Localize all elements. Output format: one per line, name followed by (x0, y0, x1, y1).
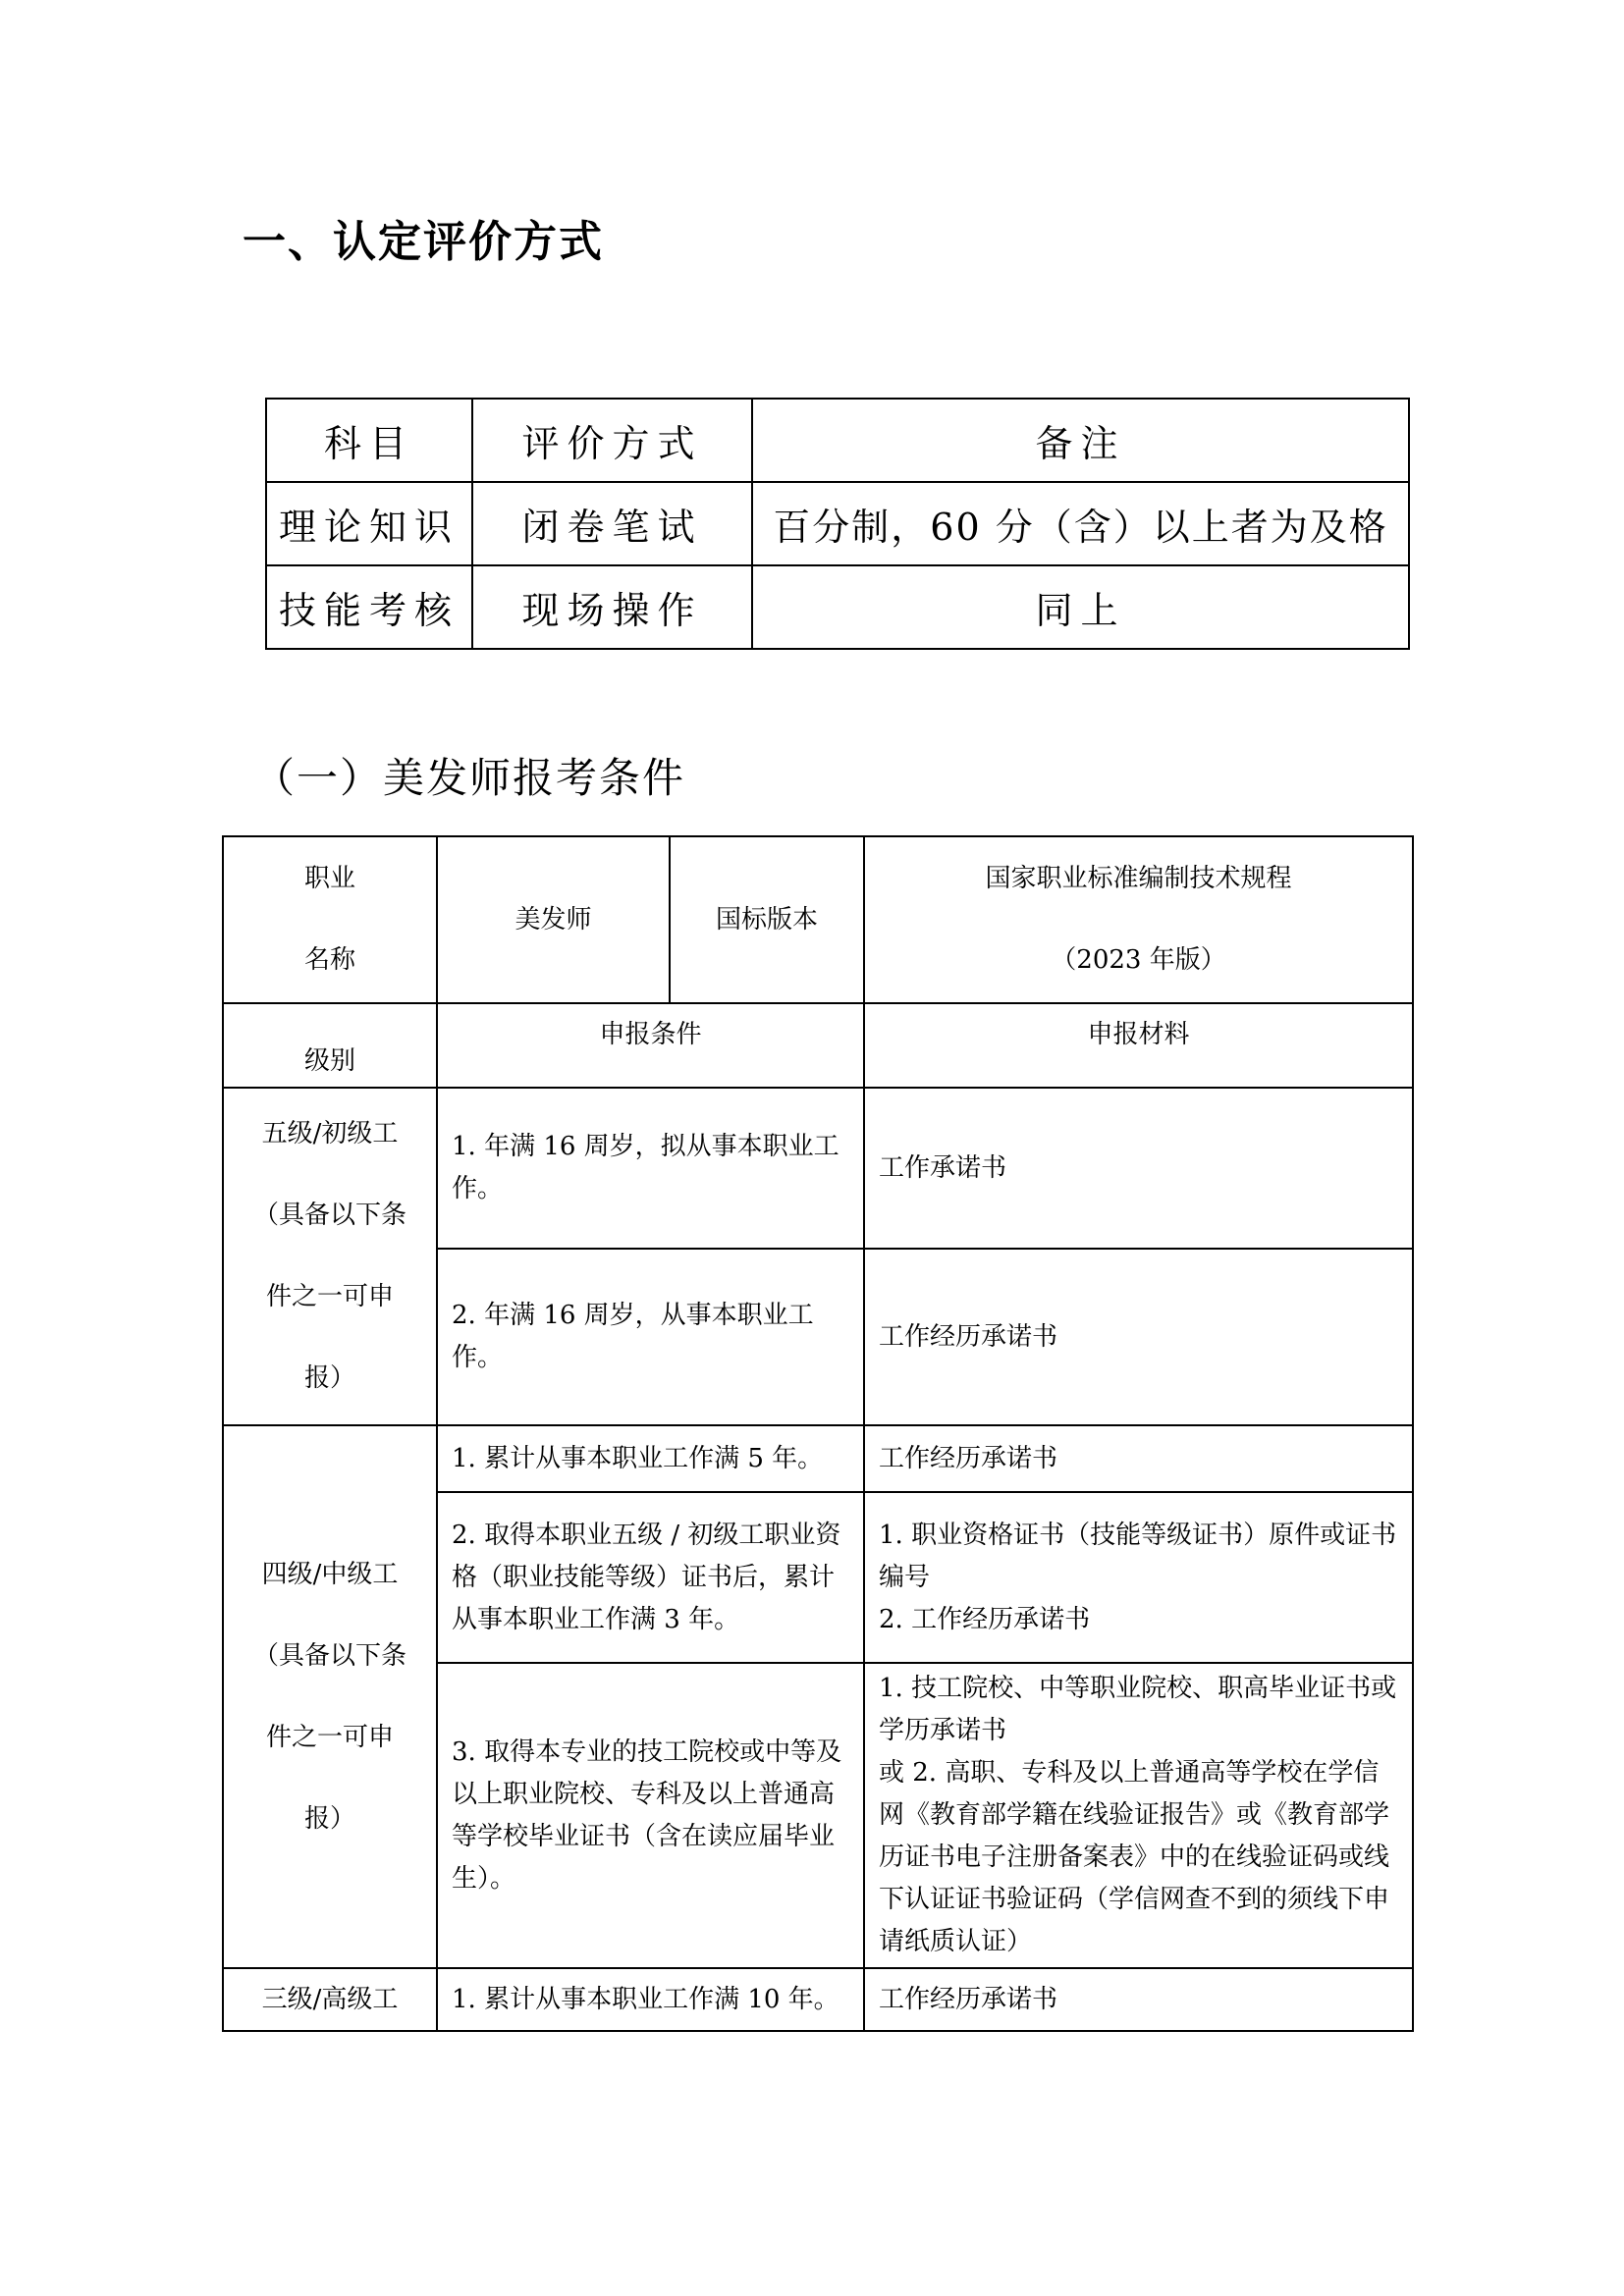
header-cell-subject: 科目 (266, 399, 472, 482)
table-row (266, 399, 1409, 482)
materials-cell: 工作经历承诺书 (864, 1425, 1413, 1492)
condition-cell: 3. 取得本专业的技工院校或中等及以上职业院校、专科及以上普通高等学校毕业证书（含在读应届毕业生）。 (437, 1663, 864, 1968)
section-title-requirements: （一）美发师报考条件 (253, 754, 686, 802)
occupation-name-cell: 美发师 (437, 836, 670, 1003)
level-cell-3: 三级/高级工 (223, 1968, 437, 2031)
table-row (266, 482, 1409, 565)
level-line: （具备以下条 (252, 1640, 406, 1671)
condition-cell: 1. 累计从事本职业工作满 5 年。 (437, 1425, 864, 1492)
table-row (223, 1968, 1413, 2031)
materials-cell: 工作经历承诺书 (864, 1968, 1413, 2031)
standard-cell (864, 836, 1413, 1003)
table-cell: 同上 (752, 565, 1409, 649)
table-cell: 现场操作 (472, 565, 752, 649)
table-row (223, 1425, 1413, 1492)
table-row (266, 565, 1409, 649)
table-row (223, 1088, 1413, 1249)
level-label-cell: 级别 (223, 1003, 437, 1088)
requirements-table (222, 835, 1414, 2032)
materials-line: 1. 技工院校、中等职业院校、职高毕业证书或学历承诺书 (879, 1674, 1397, 1745)
level-line: 报） (303, 1803, 355, 1834)
level-line: 件之一可申 (265, 1282, 394, 1311)
table-cell: 理论知识 (266, 482, 472, 565)
version-cell: 国标版本 (670, 836, 864, 1003)
header-cell-remark: 备注 (752, 399, 1409, 482)
level-cell-4 (223, 1425, 437, 1968)
evaluation-table (265, 398, 1410, 650)
level-cell-5 (223, 1088, 437, 1425)
standard-line-2: （2023 年版） (1051, 945, 1226, 975)
occupation-label-cell (223, 836, 437, 1003)
materials-cell: 工作经历承诺书 (864, 1249, 1413, 1425)
level-line: 件之一可申 (265, 1722, 394, 1752)
level-line: 五级/初级工 (261, 1119, 399, 1148)
condition-cell: 1. 累计从事本职业工作满 10 年。 (437, 1968, 864, 2031)
table-row (223, 836, 1413, 1003)
level-line: （具备以下条 (252, 1201, 406, 1230)
table-cell: 百分制，60 分（含）以上者为及格 (752, 482, 1409, 565)
occupation-label-2: 名称 (303, 945, 355, 975)
condition-cell: 2. 年满 16 周岁，从事本职业工作。 (437, 1249, 864, 1425)
materials-line: 1. 职业资格证书（技能等级证书）原件或证书编号 (879, 1520, 1397, 1592)
section-title-evaluation: 一、认定评价方式 (243, 217, 604, 267)
materials-line: 或 2. 高职、专科及以上普通高等学校在学信网《教育部学籍在线验证报告》或《教育部学历证书电子注册备案表》中的在线验证码或线下认证证书验证码（学信网查不到的须线下申请纸质认证） (879, 1758, 1390, 1956)
condition-cell: 1. 年满 16 周岁，拟从事本职业工作。 (437, 1088, 864, 1249)
materials-line: 2. 工作经历承诺书 (879, 1604, 1091, 1634)
conditions-label-cell: 申报条件 (437, 1003, 864, 1088)
materials-cell: 工作承诺书 (864, 1088, 1413, 1249)
table-row (223, 1003, 1413, 1088)
materials-label-cell: 申报材料 (864, 1003, 1413, 1088)
occupation-label-1: 职业 (303, 864, 355, 893)
table-cell: 闭卷笔试 (472, 482, 752, 565)
condition-cell: 2. 取得本职业五级 / 初级工职业资格（职业技能等级）证书后，累计从事本职业工作满 3 年。 (437, 1492, 864, 1663)
standard-line-1: 国家职业标准编制技术规程 (985, 864, 1292, 893)
header-cell-method: 评价方式 (472, 399, 752, 482)
level-line: 报） (303, 1363, 355, 1393)
table-cell: 技能考核 (266, 565, 472, 649)
level-line: 四级/中级工 (261, 1559, 399, 1589)
materials-cell (864, 1492, 1413, 1663)
materials-cell (864, 1663, 1413, 1968)
